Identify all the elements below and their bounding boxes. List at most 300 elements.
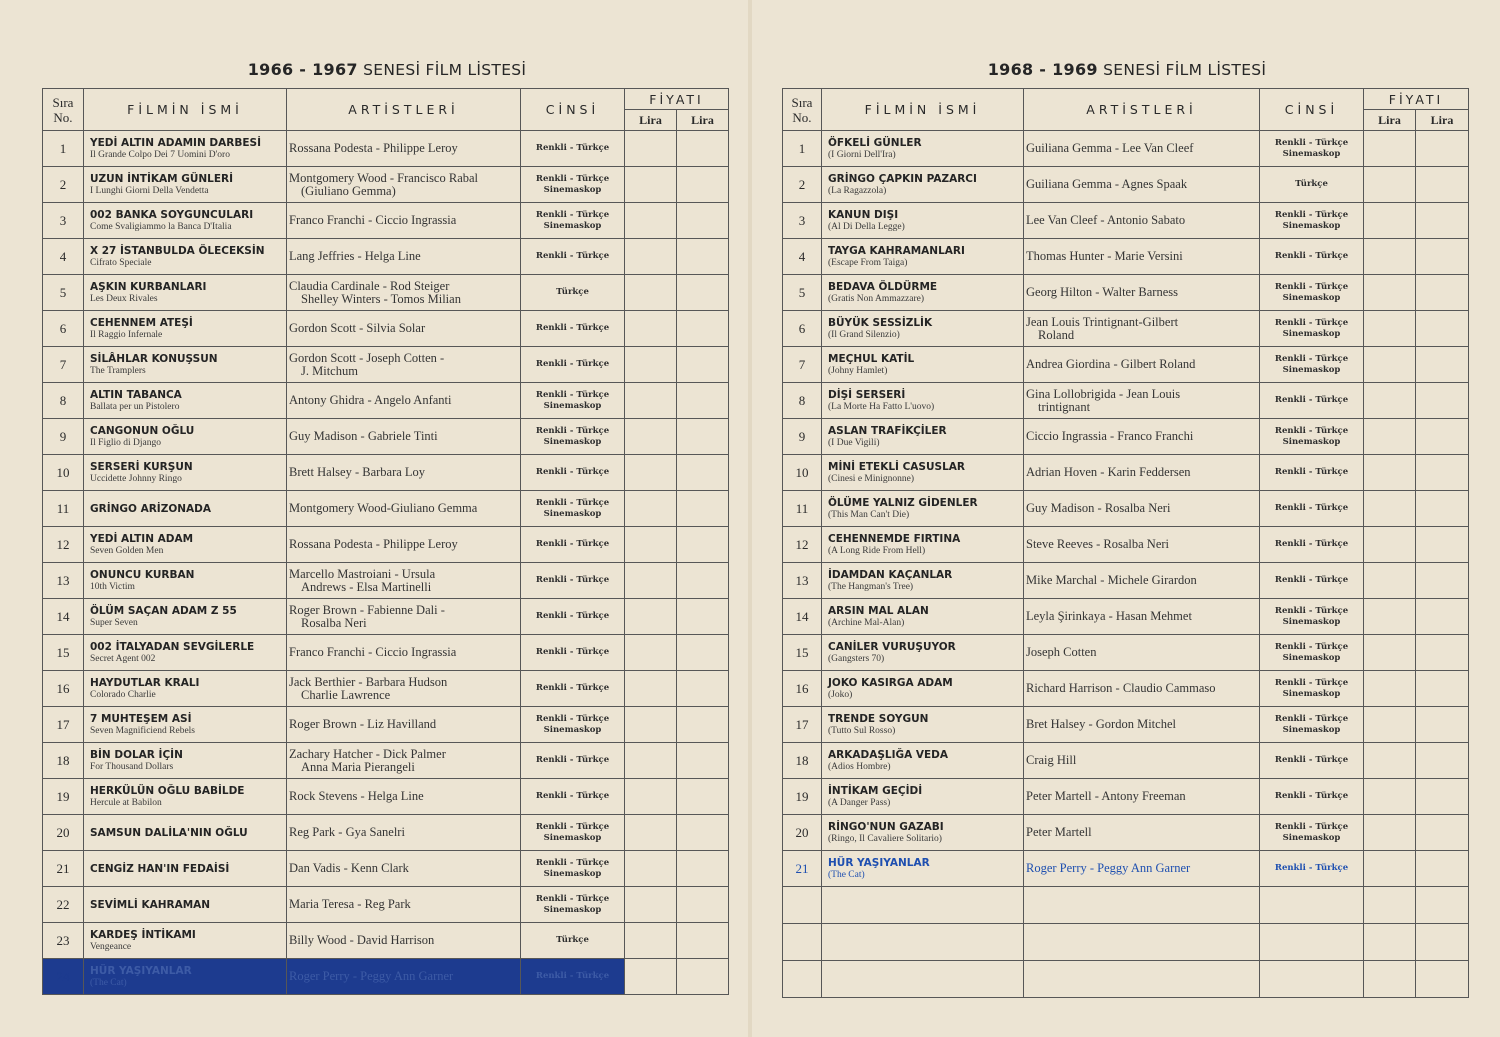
empty-cell [1260, 961, 1364, 998]
artist-line: Rossana Podesta - Philippe Leroy [289, 141, 458, 155]
price-cell [1416, 203, 1469, 239]
type-line: Renkli - Türkçe [1274, 209, 1349, 220]
price-cell [677, 959, 729, 995]
film-name: ÖLÜME YALNIZ GİDENLER [828, 496, 978, 509]
type-line: Renkli - Türkçe [535, 683, 610, 693]
row-number: 21 [43, 851, 84, 887]
artists-cell [287, 383, 521, 419]
type-cell [1260, 815, 1364, 851]
table-row [43, 563, 729, 599]
table-row [783, 203, 1469, 239]
artist-line: Rosalba Neri [301, 615, 367, 630]
price-cell [1364, 635, 1416, 671]
row-number: 20 [43, 815, 84, 851]
row-number: 9 [783, 419, 822, 455]
price-cell [1364, 779, 1416, 815]
artists-cell [287, 815, 521, 851]
type-line: Sinemaskop [1282, 364, 1341, 375]
film-original-title: (A Danger Pass) [828, 797, 891, 808]
table-row [43, 743, 729, 779]
type-line: Renkli - Türkçe [535, 359, 610, 369]
film-name: BÜYÜK SESSİZLİK [828, 316, 933, 329]
table-row [783, 491, 1469, 527]
film-cell [84, 419, 287, 455]
film-original-title: (Adios Hombre) [828, 761, 891, 772]
artists-cell [287, 491, 521, 527]
film-cell [84, 167, 287, 203]
row-number: 6 [43, 311, 84, 347]
film-cell [822, 779, 1024, 815]
type-cell [1260, 131, 1364, 167]
price-cell [625, 275, 677, 311]
type-line: Renkli - Türkçe [535, 323, 610, 333]
type-cell [521, 671, 625, 707]
film-name: ARSIN MAL ALAN [828, 604, 929, 617]
type-line: Renkli - Türkçe [535, 611, 610, 621]
film-original-title: (The Hangman's Tree) [828, 581, 914, 592]
artist-line: Peter Martell - Antony Freeman [1026, 789, 1186, 803]
type-line: Renkli - Türkçe [1274, 317, 1349, 328]
artist-line: J. Mitchum [301, 363, 358, 378]
film-name: ÖFKELİ GÜNLER [828, 136, 922, 149]
film-cell [822, 743, 1024, 779]
film-cell [822, 167, 1024, 203]
type-line: Türkçe [556, 287, 589, 297]
type-line: Renkli - Türkçe [535, 857, 610, 868]
price-cell [677, 203, 729, 239]
left-title [42, 58, 732, 82]
price-cell [1416, 851, 1469, 887]
row-number: 10 [783, 455, 822, 491]
price-cell [625, 743, 677, 779]
type-cell [521, 131, 625, 167]
artists-cell [1024, 455, 1260, 491]
film-name: İNTİKAM GEÇİDİ [828, 784, 923, 797]
table-row [43, 311, 729, 347]
artists-cell [1024, 311, 1260, 347]
price-cell [1364, 203, 1416, 239]
film-original-title: Cifrato Speciale [90, 257, 152, 268]
row-number: 19 [43, 779, 84, 815]
artists-cell [287, 599, 521, 635]
artist-line: Montgomery Wood - Francisco Rabal [289, 170, 479, 185]
price-cell [625, 203, 677, 239]
film-cell [84, 455, 287, 491]
type-cell [1260, 563, 1364, 599]
table-row [43, 383, 729, 419]
artists-cell [287, 239, 521, 275]
type-line: Renkli - Türkçe [1274, 539, 1349, 549]
header-lira: Lira [1364, 110, 1416, 131]
table-row [43, 203, 729, 239]
film-cell [822, 311, 1024, 347]
empty-cell [783, 924, 822, 961]
table-row [783, 563, 1469, 599]
artists-cell [1024, 851, 1260, 887]
type-cell [1260, 779, 1364, 815]
type-cell [521, 275, 625, 311]
table-row [783, 599, 1469, 635]
price-cell [1364, 743, 1416, 779]
film-cell [822, 131, 1024, 167]
table-row [783, 239, 1469, 275]
price-cell [1364, 455, 1416, 491]
type-cell [521, 563, 625, 599]
type-cell [1260, 527, 1364, 563]
type-line: Sinemaskop [543, 904, 602, 915]
film-name: KANUN DIŞI [828, 208, 899, 221]
empty-cell [1416, 887, 1469, 924]
film-name: JOKO KASIRGA ADAM [828, 676, 953, 689]
film-cell [84, 851, 287, 887]
film-cell [84, 347, 287, 383]
film-cell [84, 815, 287, 851]
film-name: HÜR YAŞIYANLAR [828, 856, 930, 869]
empty-row [783, 961, 1469, 998]
artists-cell [1024, 203, 1260, 239]
film-cell [822, 419, 1024, 455]
row-number: 11 [43, 491, 84, 527]
film-cell [84, 311, 287, 347]
price-cell [1364, 383, 1416, 419]
left-table-body [43, 131, 729, 995]
empty-cell [1260, 924, 1364, 961]
film-cell [822, 671, 1024, 707]
type-line: Renkli - Türkçe [1274, 425, 1349, 436]
type-line: Renkli - Türkçe [1274, 677, 1349, 688]
type-line: Türkçe [556, 935, 589, 945]
film-cell [84, 203, 287, 239]
type-cell [1260, 455, 1364, 491]
film-original-title: (I Due Vigili) [828, 437, 880, 448]
table-row [783, 527, 1469, 563]
film-name: KARDEŞ İNTİKAMI [90, 928, 196, 941]
page-fold [748, 0, 752, 1037]
type-line: Sinemaskop [543, 868, 602, 879]
type-line: Sinemaskop [543, 724, 602, 735]
artists-cell [287, 455, 521, 491]
price-cell [677, 743, 729, 779]
price-cell [625, 491, 677, 527]
artist-line: Franco Franchi - Ciccio Ingrassia [289, 645, 457, 659]
price-cell [625, 635, 677, 671]
table-row [43, 959, 729, 995]
type-line: Renkli - Türkçe [535, 389, 610, 400]
table-row [43, 491, 729, 527]
price-cell [625, 383, 677, 419]
artists-cell [287, 563, 521, 599]
type-cell [1260, 491, 1364, 527]
empty-cell [1416, 924, 1469, 961]
type-cell [521, 707, 625, 743]
artist-line: Montgomery Wood-Giuliano Gemma [289, 501, 478, 515]
table-row [43, 815, 729, 851]
row-number: 24 [43, 959, 84, 995]
film-name: SAMSUN DALİLA'NIN OĞLU [90, 826, 248, 839]
header-type: CİNSİ [521, 89, 625, 131]
type-cell [1260, 203, 1364, 239]
price-cell [677, 167, 729, 203]
type-line: Renkli - Türkçe [535, 467, 610, 477]
artists-cell [1024, 671, 1260, 707]
film-original-title: (Gratis Non Ammazzare) [828, 293, 925, 304]
type-line: Renkli - Türkçe [535, 251, 610, 261]
type-cell [1260, 419, 1364, 455]
table-row [783, 635, 1469, 671]
type-line: Sinemaskop [1282, 652, 1341, 663]
type-line: Renkli - Türkçe [535, 575, 610, 585]
type-cell [521, 599, 625, 635]
header-film: FİLMİN İSMİ [84, 89, 287, 131]
film-name: CANİLER VURUŞUYOR [828, 640, 956, 653]
film-cell [822, 563, 1024, 599]
type-line: Sinemaskop [1282, 148, 1341, 159]
artist-line: Rock Stevens - Helga Line [289, 789, 424, 803]
film-cell [822, 635, 1024, 671]
film-original-title: (Tutto Sul Rosso) [828, 725, 896, 736]
price-cell [1364, 131, 1416, 167]
price-cell [1416, 383, 1469, 419]
price-cell [677, 599, 729, 635]
artists-cell [287, 167, 521, 203]
type-line: Renkli - Türkçe [535, 893, 610, 904]
table-row [43, 851, 729, 887]
header-artists: ARTİSTLERİ [287, 89, 521, 131]
artist-line: Reg Park - Gya Sanelri [289, 825, 405, 839]
type-line: Sinemaskop [1282, 832, 1341, 843]
artist-line: Maria Teresa - Reg Park [289, 897, 411, 911]
film-original-title: Il Raggio Infernale [90, 329, 163, 340]
film-cell [84, 383, 287, 419]
table-row [43, 887, 729, 923]
price-cell [1364, 491, 1416, 527]
table-row [783, 851, 1469, 887]
price-cell [625, 887, 677, 923]
type-cell [521, 239, 625, 275]
film-original-title: Come Svaligiammo la Banca D'Italia [90, 221, 232, 232]
artist-line: Gordon Scott - Silvia Solar [289, 321, 426, 335]
price-cell [677, 923, 729, 959]
artist-line: Mike Marchal - Michele Girardon [1026, 573, 1197, 587]
row-number: 3 [43, 203, 84, 239]
artists-cell [1024, 131, 1260, 167]
row-number: 23 [43, 923, 84, 959]
artists-cell [287, 887, 521, 923]
table-row [43, 635, 729, 671]
price-cell [677, 311, 729, 347]
empty-cell [822, 961, 1024, 998]
header-no: Sıra No. [43, 89, 84, 131]
film-cell [822, 527, 1024, 563]
film-original-title: (Escape From Taiga) [828, 257, 908, 268]
table-row [43, 239, 729, 275]
type-cell [521, 311, 625, 347]
film-original-title: (The Cat) [828, 869, 865, 880]
price-cell [1364, 311, 1416, 347]
price-cell [1364, 563, 1416, 599]
price-cell [677, 347, 729, 383]
film-cell [84, 887, 287, 923]
price-cell [1416, 815, 1469, 851]
price-cell [1364, 599, 1416, 635]
row-number: 20 [783, 815, 822, 851]
price-cell [625, 167, 677, 203]
artists-cell [1024, 779, 1260, 815]
type-cell [521, 959, 625, 995]
row-number: 8 [43, 383, 84, 419]
film-original-title: Hercule at Babilon [90, 797, 162, 808]
artist-line: Roger Perry - Peggy Ann Garner [1026, 861, 1191, 875]
table-row [783, 455, 1469, 491]
type-line: Sinemaskop [1282, 292, 1341, 303]
type-line: Renkli - Türkçe [535, 209, 610, 220]
table-row [43, 671, 729, 707]
film-name: TRENDE SOYGUN [828, 712, 929, 725]
row-number: 17 [43, 707, 84, 743]
price-cell [625, 131, 677, 167]
row-number: 2 [783, 167, 822, 203]
film-original-title: For Thousand Dollars [90, 761, 174, 772]
empty-cell [1364, 887, 1416, 924]
empty-cell [783, 961, 822, 998]
table-row [783, 383, 1469, 419]
row-number: 13 [783, 563, 822, 599]
artist-line: Claudia Cardinale - Rod Steiger [289, 278, 450, 293]
film-original-title: (La Morte Ha Fatto L'uovo) [828, 401, 935, 412]
price-cell [677, 671, 729, 707]
film-cell [822, 383, 1024, 419]
table-row [43, 707, 729, 743]
artists-cell [1024, 347, 1260, 383]
type-line: Sinemaskop [543, 508, 602, 519]
artists-cell [1024, 743, 1260, 779]
film-original-title: Seven Magnificiend Rebels [90, 725, 196, 736]
price-cell [677, 419, 729, 455]
film-name: ONUNCU KURBAN [90, 568, 195, 581]
artists-cell [287, 671, 521, 707]
price-cell [1416, 131, 1469, 167]
price-cell [1364, 239, 1416, 275]
price-cell [1416, 239, 1469, 275]
artist-line: (Giuliano Gemma) [301, 183, 396, 198]
row-number: 21 [783, 851, 822, 887]
artist-line: Anna Maria Pierangeli [301, 759, 415, 774]
type-cell [1260, 635, 1364, 671]
film-name: CEHENNEM ATEŞİ [90, 316, 193, 329]
type-line: Renkli - Türkçe [535, 497, 610, 508]
film-name: 002 İTALYADAN SEVGİLERLE [90, 640, 255, 653]
film-name: TAYGA KAHRAMANLARI [828, 244, 965, 257]
artist-line: Charlie Lawrence [301, 687, 391, 702]
type-cell [521, 419, 625, 455]
type-cell [521, 815, 625, 851]
price-cell [677, 131, 729, 167]
price-cell [1416, 563, 1469, 599]
type-line: Renkli - Türkçe [1274, 251, 1349, 261]
empty-cell [1024, 924, 1260, 961]
artists-cell [287, 527, 521, 563]
table-row [783, 347, 1469, 383]
row-number: 7 [783, 347, 822, 383]
artist-line: Franco Franchi - Ciccio Ingrassia [289, 213, 457, 227]
film-cell [84, 635, 287, 671]
film-original-title: (Archine Mal-Alan) [828, 617, 905, 628]
price-cell [677, 239, 729, 275]
row-number: 13 [43, 563, 84, 599]
header-price: FİYATI [625, 89, 729, 110]
table-row [783, 707, 1469, 743]
row-number: 5 [783, 275, 822, 311]
table-row [43, 455, 729, 491]
artist-line: Craig Hill [1026, 753, 1077, 767]
type-line: Renkli - Türkçe [1274, 575, 1349, 585]
row-number: 5 [43, 275, 84, 311]
film-name: CENGİZ HAN'IN FEDAİSİ [90, 862, 230, 875]
type-line: Sinemaskop [543, 184, 602, 195]
artists-cell [1024, 815, 1260, 851]
film-name: UZUN İNTİKAM GÜNLERİ [90, 172, 234, 185]
price-cell [677, 815, 729, 851]
right-title-text: SENESİ FİLM LİSTESİ [1103, 61, 1267, 79]
table-row [43, 923, 729, 959]
type-cell [1260, 239, 1364, 275]
empty-cell [1364, 924, 1416, 961]
price-cell [625, 707, 677, 743]
type-cell [521, 743, 625, 779]
film-original-title: Vengeance [90, 941, 132, 952]
film-cell [84, 239, 287, 275]
type-cell [1260, 707, 1364, 743]
table-row [783, 671, 1469, 707]
film-name: YEDİ ALTIN ADAMIN DARBESİ [90, 136, 261, 149]
film-name: BİN DOLAR İÇİN [90, 748, 183, 761]
artist-line: Brett Halsey - Barbara Loy [289, 465, 426, 479]
empty-cell [783, 887, 822, 924]
film-cell [84, 707, 287, 743]
film-original-title: 10th Victim [90, 581, 135, 592]
artist-line: Steve Reeves - Rosalba Neri [1026, 537, 1170, 551]
type-line: Renkli - Türkçe [1274, 503, 1349, 513]
film-name: X 27 İSTANBULDA ÖLECEKSİN [90, 244, 265, 257]
type-line: Sinemaskop [1282, 220, 1341, 231]
artist-line: Lee Van Cleef - Antonio Sabato [1026, 213, 1186, 227]
type-line: Renkli - Türkçe [535, 791, 610, 801]
artist-line: Roger Perry - Peggy Ann Garner [289, 969, 454, 983]
type-cell [521, 347, 625, 383]
price-cell [625, 851, 677, 887]
film-cell [84, 671, 287, 707]
price-cell [677, 491, 729, 527]
row-number: 11 [783, 491, 822, 527]
left-film-table [42, 88, 729, 995]
type-line: Sinemaskop [1282, 616, 1341, 627]
artists-cell [287, 851, 521, 887]
price-cell [625, 815, 677, 851]
price-cell [1364, 527, 1416, 563]
left-page [42, 58, 732, 995]
row-number: 18 [43, 743, 84, 779]
film-original-title: Uccidette Johnny Ringo [90, 473, 182, 484]
type-line: Renkli - Türkçe [1274, 605, 1349, 616]
film-name: İDAMDAN KAÇANLAR [828, 568, 953, 581]
artists-cell [287, 203, 521, 239]
type-cell [1260, 671, 1364, 707]
film-cell [822, 491, 1024, 527]
film-original-title: (This Man Can't Die) [828, 509, 910, 520]
type-line: Renkli - Türkçe [1274, 821, 1349, 832]
artists-cell [1024, 383, 1260, 419]
film-original-title: Les Deux Rivales [90, 293, 158, 304]
